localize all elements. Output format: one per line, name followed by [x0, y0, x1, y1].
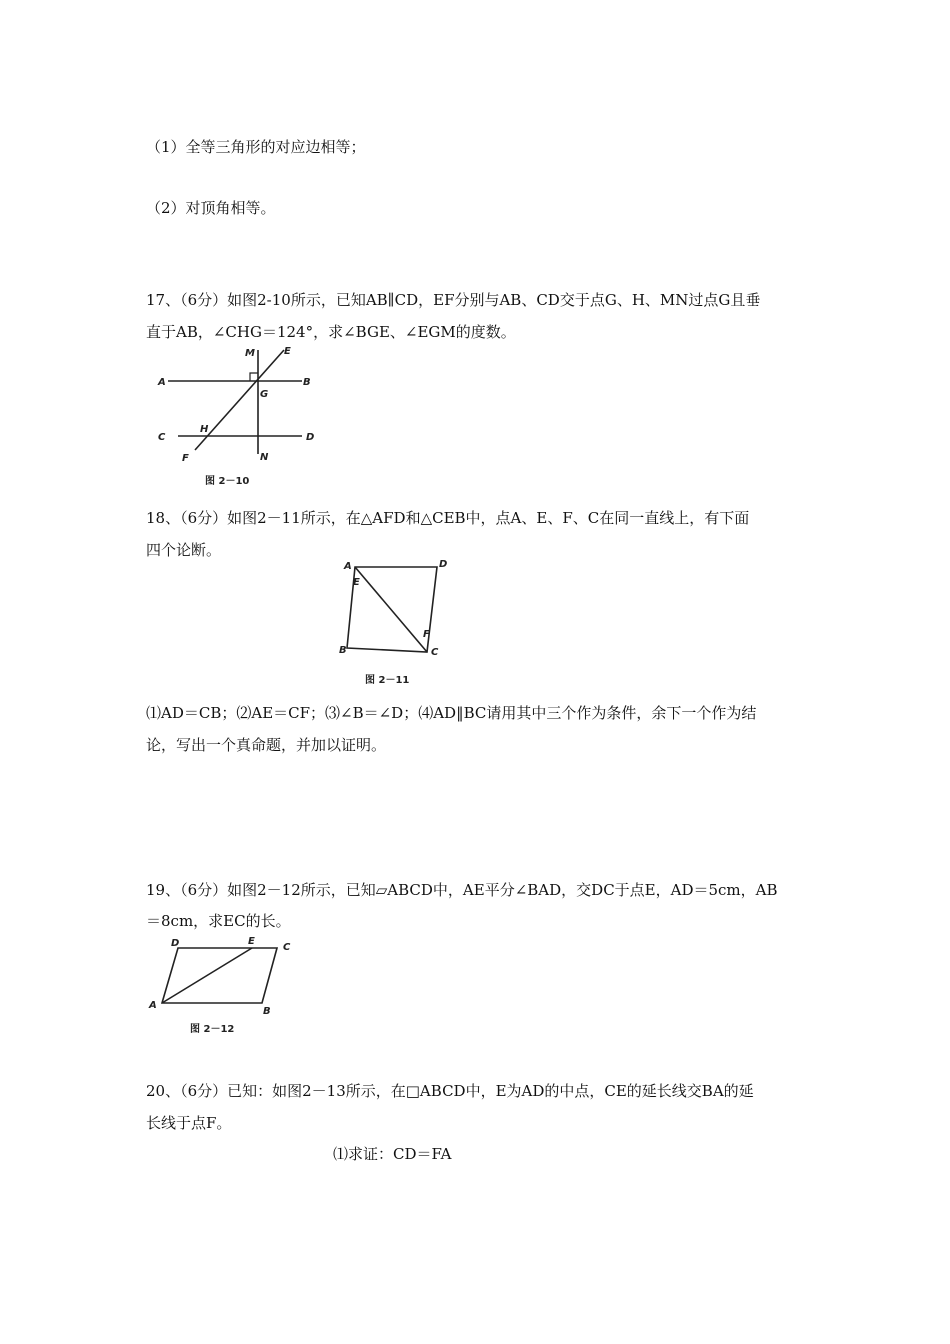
label-d: D: [306, 432, 315, 443]
q20-part1: ⑴求证：CD＝FA: [333, 1145, 452, 1163]
parallelogram-abcd: [162, 948, 277, 1003]
label-b: B: [303, 377, 311, 388]
q20-text-line2: 长线于点F。: [146, 1114, 232, 1132]
q17-text-line2: 直于AB，∠CHG＝124°，求∠BGE、∠EGM的度数。: [146, 323, 516, 341]
q19-text-line1: 19、（6分）如图2－12所示，已知▱ABCD中，AE平分∠BAD，交DC于点E，AD＝5cm，AB: [146, 881, 778, 899]
label-f: F: [423, 629, 430, 640]
q19-text-line2: ＝8cm，求EC的长。: [146, 912, 291, 930]
label-c: C: [158, 432, 166, 443]
line-ef: [195, 350, 284, 450]
figure-caption: 图 2－12: [190, 1024, 235, 1035]
label-g: G: [260, 389, 269, 400]
figure-2-11: [335, 555, 465, 690]
label-a: A: [158, 377, 166, 388]
label-f: F: [182, 453, 189, 464]
q18-text-line2: 四个论断。: [146, 541, 222, 559]
label-e: E: [284, 346, 291, 357]
q18-text-line3: ⑴AD＝CB；⑵AE＝CF；⑶∠B＝∠D；⑷AD‖BC请用其中三个作为条件，余下一个作为结: [146, 704, 757, 722]
q18-text-line4: 论，写出一个真命题，并加以证明。: [146, 736, 387, 754]
label-a: A: [149, 1000, 157, 1011]
figure-2-12: [145, 935, 305, 1040]
label-d: D: [439, 559, 448, 570]
label-b: B: [263, 1006, 271, 1017]
label-d: D: [171, 938, 180, 949]
diagonal-ac: [355, 567, 427, 652]
q20-text-line1: 20、（6分）已知：如图2－13所示，在□ABCD中，E为AD的中点，CE的延长线交BA的延: [146, 1082, 754, 1100]
label-e: E: [248, 936, 255, 947]
label-m: M: [245, 348, 255, 359]
note-1: （1）全等三角形的对应边相等；: [146, 138, 366, 156]
label-c: C: [431, 647, 439, 658]
q17-text-line1: 17、（6分）如图2-10所示，已知AB∥CD，EF分别与AB、CD交于点G、H、MN过点G且垂: [146, 291, 761, 309]
label-a: A: [344, 561, 352, 572]
figure-caption: 图 2－11: [365, 675, 410, 686]
label-h: H: [200, 424, 209, 435]
label-b: B: [339, 645, 347, 656]
note-2: （2）对顶角相等。: [146, 199, 276, 217]
q18-text-line1: 18、（6分）如图2－11所示，在△AFD和△CEB中，点A、E、F、C在同一直线上，有下面: [146, 509, 750, 527]
label-c: C: [283, 942, 291, 953]
label-e: E: [353, 577, 360, 588]
figure-2-10: [150, 342, 340, 492]
figure-caption: 图 2－10: [205, 476, 250, 487]
label-n: N: [260, 452, 269, 463]
